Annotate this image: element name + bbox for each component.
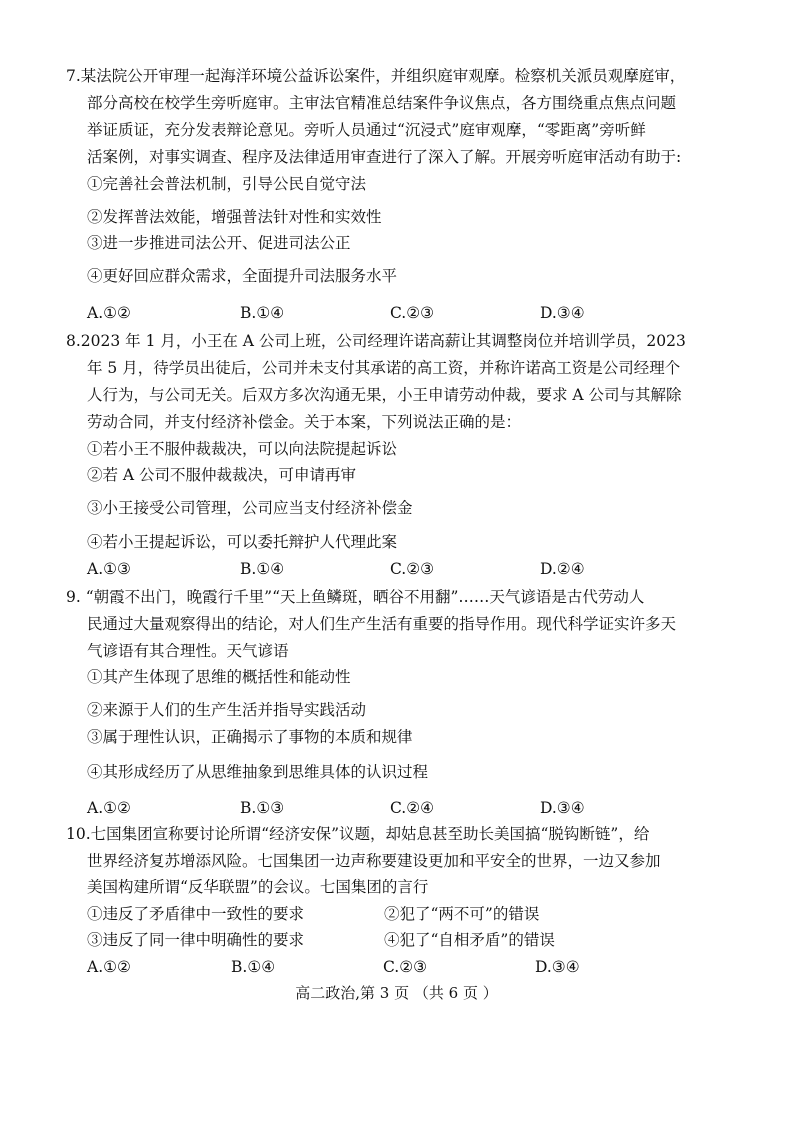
question-9-option-4: ④其形成经历了从思维抽象到思维具体的认识过程: [87, 763, 429, 781]
question-9-stem-line: 民通过大量观察得出的结论，对人们生产生活有重要的指导作用。现代科学证实许多天: [87, 615, 677, 633]
question-7-stem-line: 举证质证，充分发表辩论意见。旁听人员通过“沉浸式”庭审观摩，“零距离”旁听鲜: [87, 121, 646, 139]
question-10-option-3: ③违反了同一律中明确性的要求: [87, 931, 305, 949]
question-7-stem-line: 活案例，对事实调查、程序及法律适用审查进行了深入了解。开展旁听庭审活动有助于:: [87, 148, 682, 166]
question-9-stem-line: 气谚语有其合理性。天气谚语: [87, 642, 289, 660]
question-7-stem-line: 部分高校在校学生旁听庭审。主审法官精准总结案件争议焦点，各方围绕重点焦点问题: [87, 94, 677, 112]
choice-c: C.②③: [383, 958, 428, 976]
question-10-option-1: ①违反了矛盾律中一致性的要求: [87, 905, 305, 923]
question-10-stem-line: 10.七国集团宣称要讨论所谓“经济安保”议题，却姑息甚至助长美国搞“脱钩断链”，给: [66, 825, 650, 843]
question-9-option-3: ③属于理性认识，正确揭示了事物的本质和规律: [87, 728, 413, 746]
question-8-stem-line: 年 5 月，待学员出徒后，公司并未支付其承诺的高工资，并称许诺高工资是公司经理个: [87, 359, 681, 377]
choice-d: D.③④: [540, 304, 585, 322]
question-7-option-2: ②发挥普法效能，增强普法针对性和实效性: [87, 208, 382, 226]
question-7-stem-line: 7.某法院公开审理一起海洋环境公益诉讼案件，并组织庭审观摩。检察机关派员观摩庭审，: [66, 67, 686, 85]
choice-d: D.②④: [540, 560, 585, 578]
choice-b: B.①④: [240, 304, 285, 322]
question-9-option-1: ①其产生体现了思维的概括性和能动性: [87, 668, 351, 686]
choice-a: A.①③: [87, 560, 131, 578]
question-8-option-4: ④若小王提起诉讼，可以委托辩护人代理此案: [87, 533, 398, 551]
choice-a: A.①②: [87, 958, 131, 976]
question-8-option-1: ①若小王不服仲裁裁决，可以向法院提起诉讼: [87, 440, 398, 458]
question-7-option-4: ④更好回应群众需求，全面提升司法服务水平: [87, 267, 398, 285]
page-footer: 高二政治,第 3 页 （共 6 页 ）: [295, 984, 498, 1002]
question-9-option-2: ②来源于人们的生产生活并指导实践活动: [87, 701, 367, 719]
choice-a: A.①②: [87, 799, 131, 817]
question-9-stem-line: 9. “朝霞不出门，晚霞行千里”“天上鱼鳞斑，晒谷不用翻”……天气谚语是古代劳动人: [66, 588, 645, 606]
choice-d: D.③④: [540, 799, 585, 817]
choice-d: D.③④: [535, 958, 580, 976]
choice-c: C.②③: [390, 560, 435, 578]
question-10-option-4: ④犯了“自相矛盾”的错误: [384, 931, 555, 949]
choice-a: A.①②: [87, 304, 131, 322]
question-8-stem-line: 人行为，与公司无关。后双方多次沟通无果，小王申请劳动仲裁，要求 A 公司与其解除: [87, 386, 682, 404]
choice-c: C.②③: [390, 304, 435, 322]
question-7-option-1: ①完善社会普法机制，引导公民自觉守法: [87, 175, 367, 193]
choice-c: C.②④: [390, 799, 435, 817]
choice-b: B.①④: [240, 560, 285, 578]
question-8-option-2: ②若 A 公司不服仲裁裁决，可申请再审: [87, 466, 357, 484]
question-8-stem-line: 劳动合同，并支付经济补偿金。关于本案，下列说法正确的是：: [87, 413, 522, 431]
question-10-option-2: ②犯了“两不可”的错误: [384, 905, 540, 923]
question-8-option-3: ③小王接受公司管理，公司应当支付经济补偿金: [87, 499, 413, 517]
question-10-stem-line: 世界经济复苏增添风险。七国集团一边声称要建设更加和平安全的世界，一边又参加: [87, 852, 661, 870]
question-8-stem-line: 8.2023 年 1 月，小王在 A 公司上班，公司经理许诺高薪让其调整岗位并培训学员，2023: [66, 332, 686, 350]
question-7-option-3: ③进一步推进司法公开、促进司法公正: [87, 234, 351, 252]
question-10-stem-line: 美国构建所谓“反华联盟”的会议。七国集团的言行: [87, 878, 429, 896]
choice-b: B.①③: [240, 799, 285, 817]
choice-b: B.①④: [231, 958, 276, 976]
